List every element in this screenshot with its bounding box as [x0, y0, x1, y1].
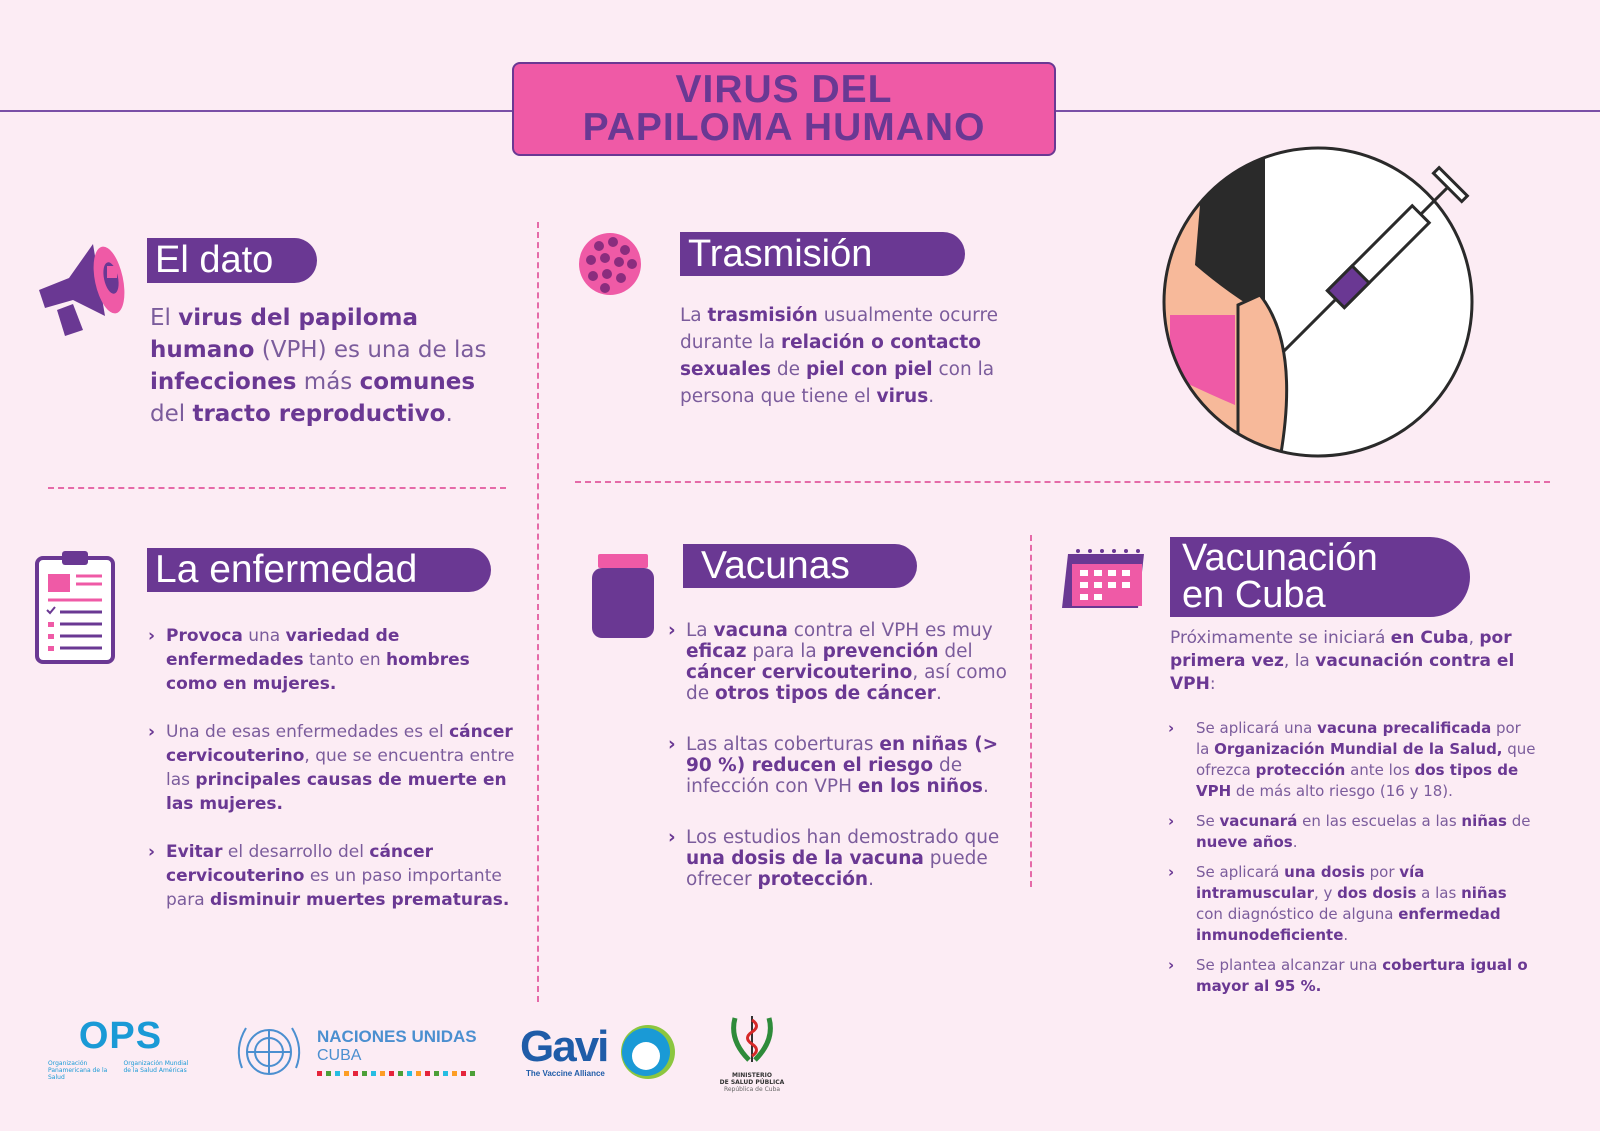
text: : [1209, 674, 1216, 694]
text: Se [1196, 812, 1220, 830]
cuba-bullets [1168, 718, 1538, 1006]
chevron-right-icon: › [1168, 863, 1175, 881]
bullet-item [668, 734, 1023, 797]
trasmision-heading: Trasmisión [680, 232, 965, 276]
vaccine-vial-icon [592, 552, 654, 638]
text: . [935, 683, 942, 704]
text: . [445, 401, 453, 427]
text: con diagnóstico de alguna [1196, 905, 1399, 923]
text: , así como de [686, 662, 1007, 704]
chevron-right-icon: › [668, 734, 676, 755]
text: de infección con VPH [686, 755, 963, 797]
divider [48, 487, 506, 489]
text: , y [1313, 884, 1338, 902]
text: una [242, 626, 286, 646]
bullet-item [148, 840, 523, 912]
bold-text: cáncer cervicouterino [166, 842, 434, 886]
text: La [680, 305, 708, 326]
text: más [296, 369, 360, 395]
text: . [868, 869, 874, 890]
text: . [1343, 926, 1349, 944]
title-line-1: VIRUS DEL [675, 68, 893, 111]
chevron-right-icon: › [668, 620, 676, 641]
text: El [150, 305, 179, 331]
minsap-line2: DE SALUD PÚBLICA [719, 1079, 785, 1086]
cuba-intro [1170, 627, 1530, 696]
text: con la persona que tiene el [680, 359, 995, 407]
bold-text: nueve años [1196, 833, 1293, 851]
bold-text: vacuna [713, 620, 788, 641]
dato-text [150, 302, 500, 430]
bold-text: enfermedad inmunodeficiente [1196, 905, 1501, 944]
bold-text: vacunará [1219, 812, 1298, 830]
bold-text: Organización Mundial de la Salud, [1214, 740, 1503, 758]
bold-text: cobertura igual o mayor al 95 %. [1196, 956, 1528, 995]
bold-text: piel con piel [805, 359, 933, 380]
bold-text: vía intramuscular [1196, 863, 1425, 902]
sdg-dots [317, 1071, 477, 1076]
bullet-item [668, 620, 1023, 704]
text: usualmente ocurre durante la [680, 305, 999, 353]
text: Se plantea alcanzar una [1196, 956, 1383, 974]
bullet-item [148, 624, 523, 696]
chevron-right-icon: › [668, 827, 676, 848]
bold-text: virus del papiloma humano [150, 305, 418, 363]
gavi-drop-icon [618, 1020, 678, 1080]
text: , la [1283, 651, 1316, 671]
ops-logo [48, 1015, 193, 1081]
bold-text: cáncer cervicouterino [686, 662, 913, 683]
bold-text: Evitar [166, 842, 223, 862]
text: Los estudios han demostrado que [686, 827, 1000, 848]
trasmision-text [680, 302, 1050, 410]
gavi-logo [520, 1022, 608, 1078]
un-logo-line1: NACIONES UNIDAS [317, 1027, 477, 1046]
clipboard-icon [34, 548, 116, 666]
text: para la [746, 641, 823, 662]
minsap-logo [712, 1010, 792, 1094]
bullet-item [148, 720, 523, 816]
page-title [512, 62, 1056, 156]
bold-text: protección [1255, 761, 1346, 779]
bullet-item [1168, 811, 1538, 853]
bullet-item [1168, 718, 1538, 802]
bold-text: en Cuba [1390, 628, 1469, 648]
text: de [1506, 812, 1531, 830]
bold-text: trasmisión [707, 305, 818, 326]
text: el desarrollo del [222, 842, 370, 862]
bold-text: una dosis [1284, 863, 1365, 881]
bold-text: variedad de enfermedades [166, 626, 400, 670]
bold-text: niñas [1461, 884, 1507, 902]
vacunas-bullets [668, 620, 1023, 920]
text: Las altas coberturas [686, 734, 880, 755]
text: Se aplicará una [1196, 719, 1318, 737]
bold-text: vacunación contra el VPH [1170, 651, 1515, 694]
enfermedad-heading: La enfermedad [147, 548, 491, 592]
text: del [150, 401, 193, 427]
chevron-right-icon: › [1168, 956, 1175, 974]
text: La [686, 620, 714, 641]
text: es un paso importante para [166, 866, 502, 910]
chevron-right-icon: › [1168, 812, 1175, 830]
bold-text: relación o contacto sexuales [680, 332, 981, 380]
chevron-right-icon: › [148, 722, 156, 742]
megaphone-icon [35, 238, 130, 346]
vaccination-illustration [1160, 145, 1476, 459]
ops-logo-sub1: Organización Panamericana de la Salud [48, 1060, 108, 1081]
cuba-heading [1170, 537, 1470, 617]
text: . [928, 386, 935, 407]
text: Próximamente se iniciará [1170, 628, 1391, 648]
dato-heading: El dato [147, 238, 317, 283]
bold-text: dos tipos de VPH [1196, 761, 1519, 800]
text: (VPH) es una de las [254, 337, 487, 363]
un-logo [317, 1027, 477, 1076]
divider [537, 222, 539, 1002]
text: que ofrezca [1196, 740, 1536, 779]
text: ante los [1345, 761, 1415, 779]
text: de [771, 359, 806, 380]
calendar-icon [1062, 548, 1144, 610]
text: Se aplicará [1196, 863, 1285, 881]
bold-text: prevención [822, 641, 939, 662]
bold-text: en niñas (> 90 %) reducen el riesgo [686, 734, 999, 776]
text: por [1364, 863, 1400, 881]
gavi-logo-tagline: The Vaccine Alliance [526, 1069, 605, 1078]
text: Una de esas enfermedades es el [166, 722, 450, 742]
chevron-right-icon: › [148, 842, 156, 862]
ops-logo-sub2: Organización Mundial de la Salud [123, 1060, 189, 1074]
vacunas-heading: Vacunas [683, 544, 917, 588]
un-emblem-icon [228, 1018, 310, 1088]
text: , que se encuentra entre las [166, 746, 515, 790]
enfermedad-bullets [148, 624, 523, 936]
chevron-right-icon: › [148, 626, 156, 646]
bold-text: dos dosis [1337, 884, 1417, 902]
bullet-item [1168, 862, 1538, 946]
bold-text: una dosis de la vacuna [686, 848, 924, 869]
bullet-item [1168, 955, 1538, 997]
minsap-emblem-icon [727, 1010, 777, 1068]
ops-logo-sub3: Américas [158, 1067, 187, 1074]
text: de más alto riesgo (16 y 18). [1231, 782, 1453, 800]
bold-text: por primera vez [1170, 628, 1512, 671]
bold-text: principales causas de muerte en las mujeres. [166, 770, 507, 814]
bold-text: niñas [1461, 812, 1507, 830]
minsap-line1: MINISTERIO [732, 1072, 772, 1079]
cuba-heading-line-2: en Cuba [1182, 574, 1326, 616]
bold-text: en los niños [857, 776, 983, 797]
text: tanto en [303, 650, 387, 670]
text: . [1292, 833, 1298, 851]
un-logo-line2: CUBA [317, 1047, 362, 1064]
bold-text: cáncer cervicouterino [166, 722, 513, 766]
ops-logo-name: OPS [78, 1015, 163, 1057]
bold-text: tracto reproductivo [192, 401, 446, 427]
text: por la [1196, 719, 1521, 758]
bullet-item [668, 827, 1023, 890]
bold-text: comunes [359, 369, 476, 395]
bold-text: virus [876, 386, 929, 407]
bold-text: Provoca [166, 626, 243, 646]
text: contra el VPH es muy [787, 620, 993, 641]
cuba-heading-line-1: Vacunación [1182, 537, 1378, 579]
text: en las escuelas a las [1297, 812, 1462, 830]
bold-text: infecciones [150, 369, 297, 395]
text: . [982, 776, 989, 797]
bold-text: otros tipos de cáncer [715, 683, 936, 704]
text: , [1468, 628, 1480, 648]
minsap-line3: República de Cuba [723, 1086, 781, 1093]
divider [575, 481, 1550, 483]
bold-text: protección [757, 869, 869, 890]
bold-text: hombres como en mujeres. [166, 650, 470, 694]
virus-icon [577, 232, 643, 296]
text: a las [1416, 884, 1462, 902]
title-line-2: PAPILOMA HUMANO [582, 106, 986, 149]
text: del [938, 641, 973, 662]
text: puede ofrecer [686, 848, 988, 890]
divider [1030, 535, 1032, 887]
bold-text: vacuna precalificada [1317, 719, 1492, 737]
bold-text: eficaz [686, 641, 747, 662]
gavi-logo-name: Gavi [520, 1022, 608, 1071]
bold-text: disminuir muertes prematuras. [210, 890, 510, 910]
chevron-right-icon: › [1168, 719, 1175, 737]
